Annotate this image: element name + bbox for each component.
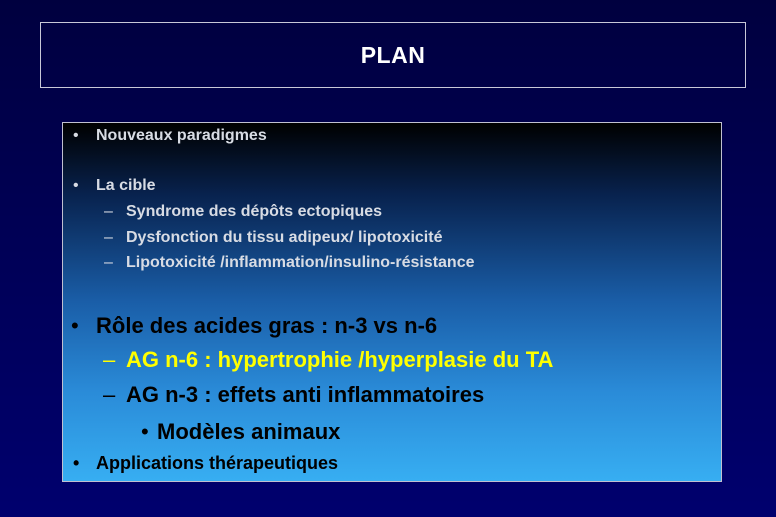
subitem-dysfonction: Dysfonction du tissu adipeux/ lipotoxicité	[126, 229, 443, 246]
dash-marker: –	[103, 347, 116, 372]
subitem-ag-n6: AG n-6 : hypertrophie /hyperplasie du TA	[126, 347, 554, 372]
subitem-lipotoxicite: Lipotoxicité /inflammation/insulino-résistance	[126, 254, 475, 271]
bullet-marker: •	[73, 177, 79, 194]
item-role-acides-gras: Rôle des acides gras : n-3 vs n-6	[96, 313, 438, 338]
item-la-cible: La cible	[96, 177, 156, 194]
title-box	[40, 22, 746, 88]
bullet-marker: •	[73, 127, 79, 144]
dash-marker: –	[104, 203, 113, 220]
slide-title: PLAN	[360, 41, 426, 68]
subitem-ag-n3: AG n-3 : effets anti inflammatoires	[126, 382, 485, 407]
bullet-marker: •	[71, 313, 79, 338]
subitem-syndrome: Syndrome des dépôts ectopiques	[126, 203, 383, 220]
bullet-marker: •	[141, 419, 149, 444]
item-nouveaux-paradigmes: Nouveaux paradigmes	[96, 127, 267, 144]
dash-marker: –	[104, 229, 113, 246]
dash-marker: –	[104, 254, 113, 271]
dash-marker: –	[103, 382, 116, 407]
subitem-modeles-animaux: Modèles animaux	[157, 419, 341, 444]
item-applications: Applications thérapeutiques	[96, 453, 339, 473]
bullet-marker: •	[73, 453, 80, 473]
content-box	[62, 122, 722, 482]
